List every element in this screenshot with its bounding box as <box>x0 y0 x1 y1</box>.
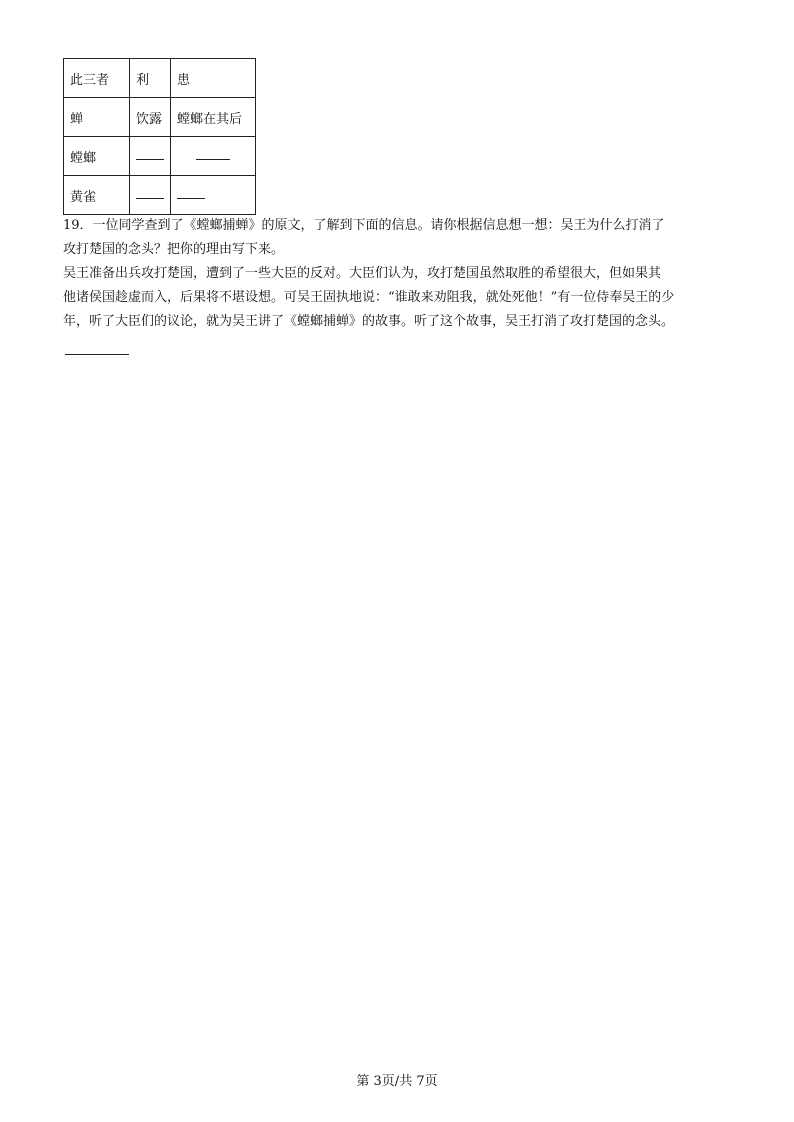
fill-in-blank[interactable] <box>177 187 205 199</box>
table-cell: 利 <box>130 59 171 98</box>
table-cell: 黄雀 <box>64 176 130 215</box>
fill-in-blank[interactable] <box>196 148 230 160</box>
fill-in-blank[interactable] <box>136 148 164 160</box>
table-cell: 患 <box>171 59 256 98</box>
fill-in-blank[interactable] <box>136 187 164 199</box>
table-cell: 此三者 <box>64 59 130 98</box>
page-number: 第 3页/共 7页 <box>356 1074 438 1089</box>
answer-blank[interactable] <box>65 334 129 355</box>
table-row <box>64 137 256 176</box>
table-row <box>64 98 256 137</box>
passage-line: 年，听了大臣们的议论，就为吴王讲了《螳螂捕蝉》的故事。听了这个故事，吴王打消了攻打楚国的念头。 <box>63 314 675 329</box>
benefit-harm-table <box>63 58 256 215</box>
table-cell: 饮露 <box>130 98 171 137</box>
table-cell-blank[interactable] <box>130 137 171 176</box>
passage-line: 他诸侯国趁虚而入，后果将不堪设想。可吴王固执地说：“谁敢来劝阻我，就处死他！”有一位侍奉吴王的少 <box>63 290 675 305</box>
table-row <box>64 176 256 215</box>
table-cell-blank[interactable] <box>171 176 256 215</box>
question-prompt-line: 攻打楚国的念头？把你的理由写下来。 <box>63 242 285 257</box>
passage-line: 吴王准备出兵攻打楚国，遭到了一些大臣的反对。大臣们认为，攻打楚国虽然取胜的希望很大，但如果其 <box>63 266 662 281</box>
table-cell: 螳螂 <box>64 137 130 176</box>
question-19 <box>63 214 733 355</box>
table-cell: 螳螂在其后 <box>171 98 256 137</box>
table-cell-blank[interactable] <box>171 137 256 176</box>
table-cell-blank[interactable] <box>130 176 171 215</box>
table-row <box>64 59 256 98</box>
question-prompt-line: 19．一位同学查到了《螳螂捕蝉》的原文，了解到下面的信息。请你根据信息想一想：吴王为什么打消了 <box>63 218 665 233</box>
table-cell: 蝉 <box>64 98 130 137</box>
